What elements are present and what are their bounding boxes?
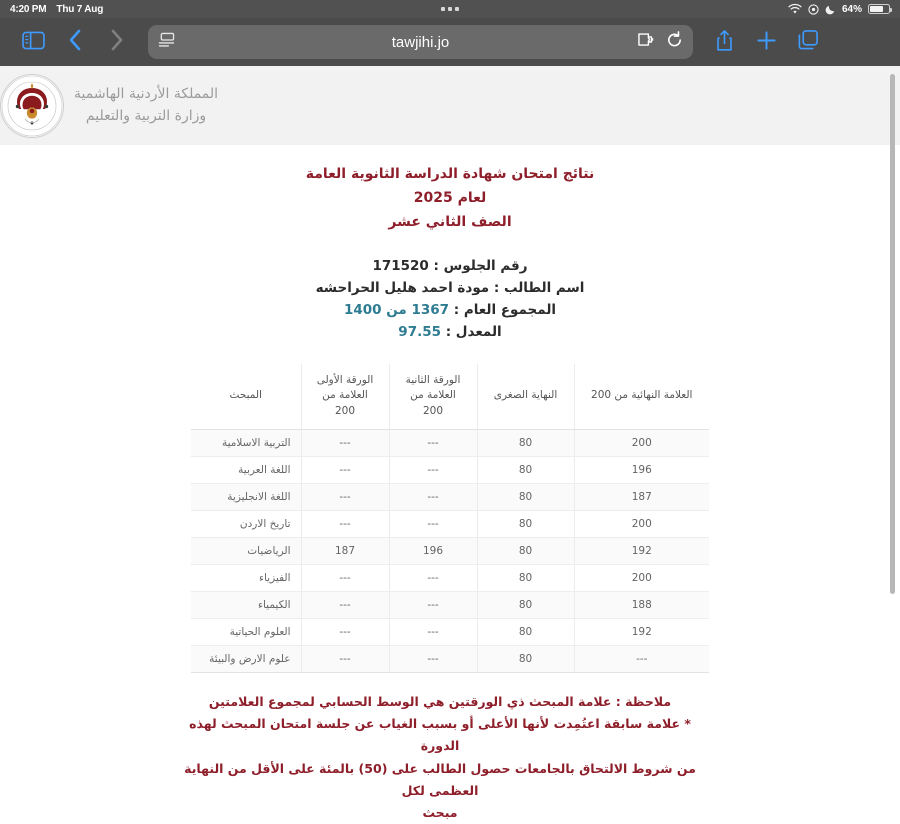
cell-subject: اللغة العربية xyxy=(191,456,301,483)
share-button[interactable] xyxy=(705,23,743,61)
header-paper1-line2: العلامة من 200 xyxy=(322,389,368,418)
student-info xyxy=(190,256,710,343)
table-row xyxy=(191,483,709,510)
status-bar-left xyxy=(0,4,103,15)
back-button[interactable] xyxy=(56,23,94,61)
table-row xyxy=(191,591,709,618)
cell-paper1-mark: --- xyxy=(301,456,389,483)
new-tab-button[interactable] xyxy=(747,23,785,61)
cell-subject: الفيزياء xyxy=(191,564,301,591)
cell-paper1-mark: --- xyxy=(301,618,389,645)
total-score-label: المجموع العام : xyxy=(453,301,557,318)
table-row xyxy=(191,537,709,564)
cell-paper2-mark: --- xyxy=(389,483,477,510)
cell-final-mark: 196 xyxy=(574,456,709,483)
cell-final-mark: 188 xyxy=(574,591,709,618)
result-heading-line1: نتائج امتحان شهادة الدراسة الثانوية العامة xyxy=(305,166,595,182)
cell-paper1-mark: --- xyxy=(301,645,389,672)
tabs-overview-button[interactable] xyxy=(789,23,827,61)
government-titles xyxy=(74,84,218,127)
address-bar-actions xyxy=(637,31,683,53)
cell-paper2-mark: --- xyxy=(389,510,477,537)
header-paper2 xyxy=(389,364,477,430)
note-line-2: * علامة سابقة اعتُمِدت لأنها الأعلى أو بسبب الغياب عن جلسة امتحان المبحث لهذه الدورة xyxy=(189,716,691,754)
table-row xyxy=(191,456,709,483)
cell-min-mark: 80 xyxy=(477,537,574,564)
cell-paper1-mark: --- xyxy=(301,591,389,618)
cell-min-mark: 80 xyxy=(477,645,574,672)
header-paper1 xyxy=(301,364,389,430)
cell-min-mark: 80 xyxy=(477,456,574,483)
ios-status-bar xyxy=(0,0,900,18)
result-heading-line2: لعام 2025 xyxy=(413,190,487,207)
cell-min-mark: 80 xyxy=(477,564,574,591)
cell-paper1-mark: --- xyxy=(301,429,389,456)
safari-toolbar xyxy=(0,18,900,66)
student-name-value: مودة احمد هليل الحراحشه xyxy=(315,280,490,297)
reload-icon xyxy=(666,34,683,53)
marks-table xyxy=(191,364,709,673)
multitasking-handle[interactable] xyxy=(0,0,900,18)
address-bar[interactable] xyxy=(148,25,693,59)
average-label: المعدل : xyxy=(445,323,502,340)
extensions-puzzle-icon xyxy=(637,34,656,53)
jordan-coat-of-arms-emblem xyxy=(0,74,64,138)
header-subject: المبحث xyxy=(191,364,301,430)
average-row xyxy=(190,322,710,344)
cell-min-mark: 80 xyxy=(477,510,574,537)
footer-notes xyxy=(170,691,710,824)
seat-number-label: رقم الجلوس : xyxy=(433,258,528,275)
table-row xyxy=(191,564,709,591)
ministry-title: وزارة التربية والتعليم xyxy=(85,107,207,124)
sidebar-toggle-icon xyxy=(22,31,45,54)
total-score-row xyxy=(190,300,710,322)
seat-number-row xyxy=(190,256,710,278)
cell-subject: التربية الاسلامية xyxy=(191,429,301,456)
do-not-disturb-moon-icon xyxy=(825,4,836,15)
result-heading-line3: الصف الثاني عشر xyxy=(388,214,512,231)
cell-min-mark: 80 xyxy=(477,483,574,510)
kingdom-title: المملكة الأردنية الهاشمية xyxy=(74,85,219,102)
web-page-content xyxy=(0,66,900,821)
share-icon xyxy=(715,29,734,56)
note-line-4: مبحث xyxy=(422,805,458,821)
table-row xyxy=(191,510,709,537)
cell-final-mark: --- xyxy=(574,645,709,672)
result-card xyxy=(184,145,710,824)
cell-paper2-mark: 196 xyxy=(389,537,477,564)
status-time: 4:20 PM xyxy=(10,3,47,15)
cell-min-mark: 80 xyxy=(477,591,574,618)
reload-button[interactable] xyxy=(666,31,683,53)
marks-table-head xyxy=(191,364,709,430)
page-format-button[interactable] xyxy=(158,32,175,52)
result-heading xyxy=(190,162,710,234)
marks-table-body xyxy=(191,429,709,672)
cell-subject: الكيمياء xyxy=(191,591,301,618)
extensions-button[interactable] xyxy=(637,32,656,53)
cell-paper1-mark: --- xyxy=(301,483,389,510)
student-name-row xyxy=(190,278,710,300)
page-scrollbar[interactable] xyxy=(890,74,895,594)
seat-number-value: 171520 xyxy=(372,258,429,275)
battery-icon xyxy=(868,4,890,14)
student-name-label: اسم الطالب : xyxy=(493,280,585,297)
control-center-icon xyxy=(808,4,819,15)
table-header-row xyxy=(191,364,709,430)
cell-subject: اللغة الانجليزية xyxy=(191,483,301,510)
cell-final-mark: 200 xyxy=(574,510,709,537)
cell-subject: علوم الارض والبيئة xyxy=(191,645,301,672)
cell-final-mark: 200 xyxy=(574,564,709,591)
plus-icon xyxy=(756,30,777,55)
tabs-overview-icon xyxy=(797,29,819,55)
header-paper1-line1: الورقة الأولى xyxy=(316,373,374,386)
cell-final-mark: 192 xyxy=(574,537,709,564)
total-score-value: 1367 من 1400 xyxy=(343,301,450,318)
multitasking-dots-icon xyxy=(441,7,459,11)
cell-subject: العلوم الحياتية xyxy=(191,618,301,645)
table-row xyxy=(191,645,709,672)
wifi-icon xyxy=(788,4,802,15)
cell-min-mark: 80 xyxy=(477,618,574,645)
forward-chevron-icon xyxy=(110,29,124,55)
cell-paper2-mark: --- xyxy=(389,456,477,483)
cell-paper2-mark: --- xyxy=(389,645,477,672)
cell-subject: الرياضيات xyxy=(191,537,301,564)
status-date: Thu 7 Aug xyxy=(56,3,104,15)
cell-paper2-mark: --- xyxy=(389,429,477,456)
cell-final-mark: 200 xyxy=(574,429,709,456)
average-value: 97.55 xyxy=(398,323,441,340)
table-row xyxy=(191,429,709,456)
header-paper2-line2: العلامة من 200 xyxy=(410,389,456,418)
cell-paper2-mark: --- xyxy=(389,564,477,591)
cell-subject: تاريخ الاردن xyxy=(191,510,301,537)
note-line-1: ملاحظة : علامة المبحث ذي الورقتين هي الوسط الحسابي لمجموع العلامتين xyxy=(208,693,672,709)
battery-percent-label: 64% xyxy=(841,3,862,15)
cell-final-mark: 187 xyxy=(574,483,709,510)
sidebar-toggle-button[interactable] xyxy=(14,23,52,61)
header-min-mark: النهاية الصغرى xyxy=(477,364,574,430)
back-chevron-icon xyxy=(68,29,82,55)
forward-button[interactable] xyxy=(98,23,136,61)
table-row xyxy=(191,618,709,645)
url-text: tawjihi.jo xyxy=(391,33,450,51)
page-format-icon xyxy=(158,32,175,52)
status-bar-right xyxy=(788,4,900,15)
cell-paper1-mark: --- xyxy=(301,510,389,537)
header-paper2-line1: الورقة الثانية xyxy=(405,373,461,386)
cell-paper1-mark: --- xyxy=(301,564,389,591)
header-final-mark: العلامة النهائية من 200 xyxy=(574,364,709,430)
cell-paper2-mark: --- xyxy=(389,591,477,618)
cell-min-mark: 80 xyxy=(477,429,574,456)
note-line-3: من شروط الالتحاق بالجامعات حصول الطالب على (50) بالمئة على الأقل من النهاية العظمى لكل xyxy=(184,760,696,798)
site-header xyxy=(0,66,900,145)
cell-paper2-mark: --- xyxy=(389,618,477,645)
cell-final-mark: 192 xyxy=(574,618,709,645)
cell-paper1-mark: 187 xyxy=(301,537,389,564)
